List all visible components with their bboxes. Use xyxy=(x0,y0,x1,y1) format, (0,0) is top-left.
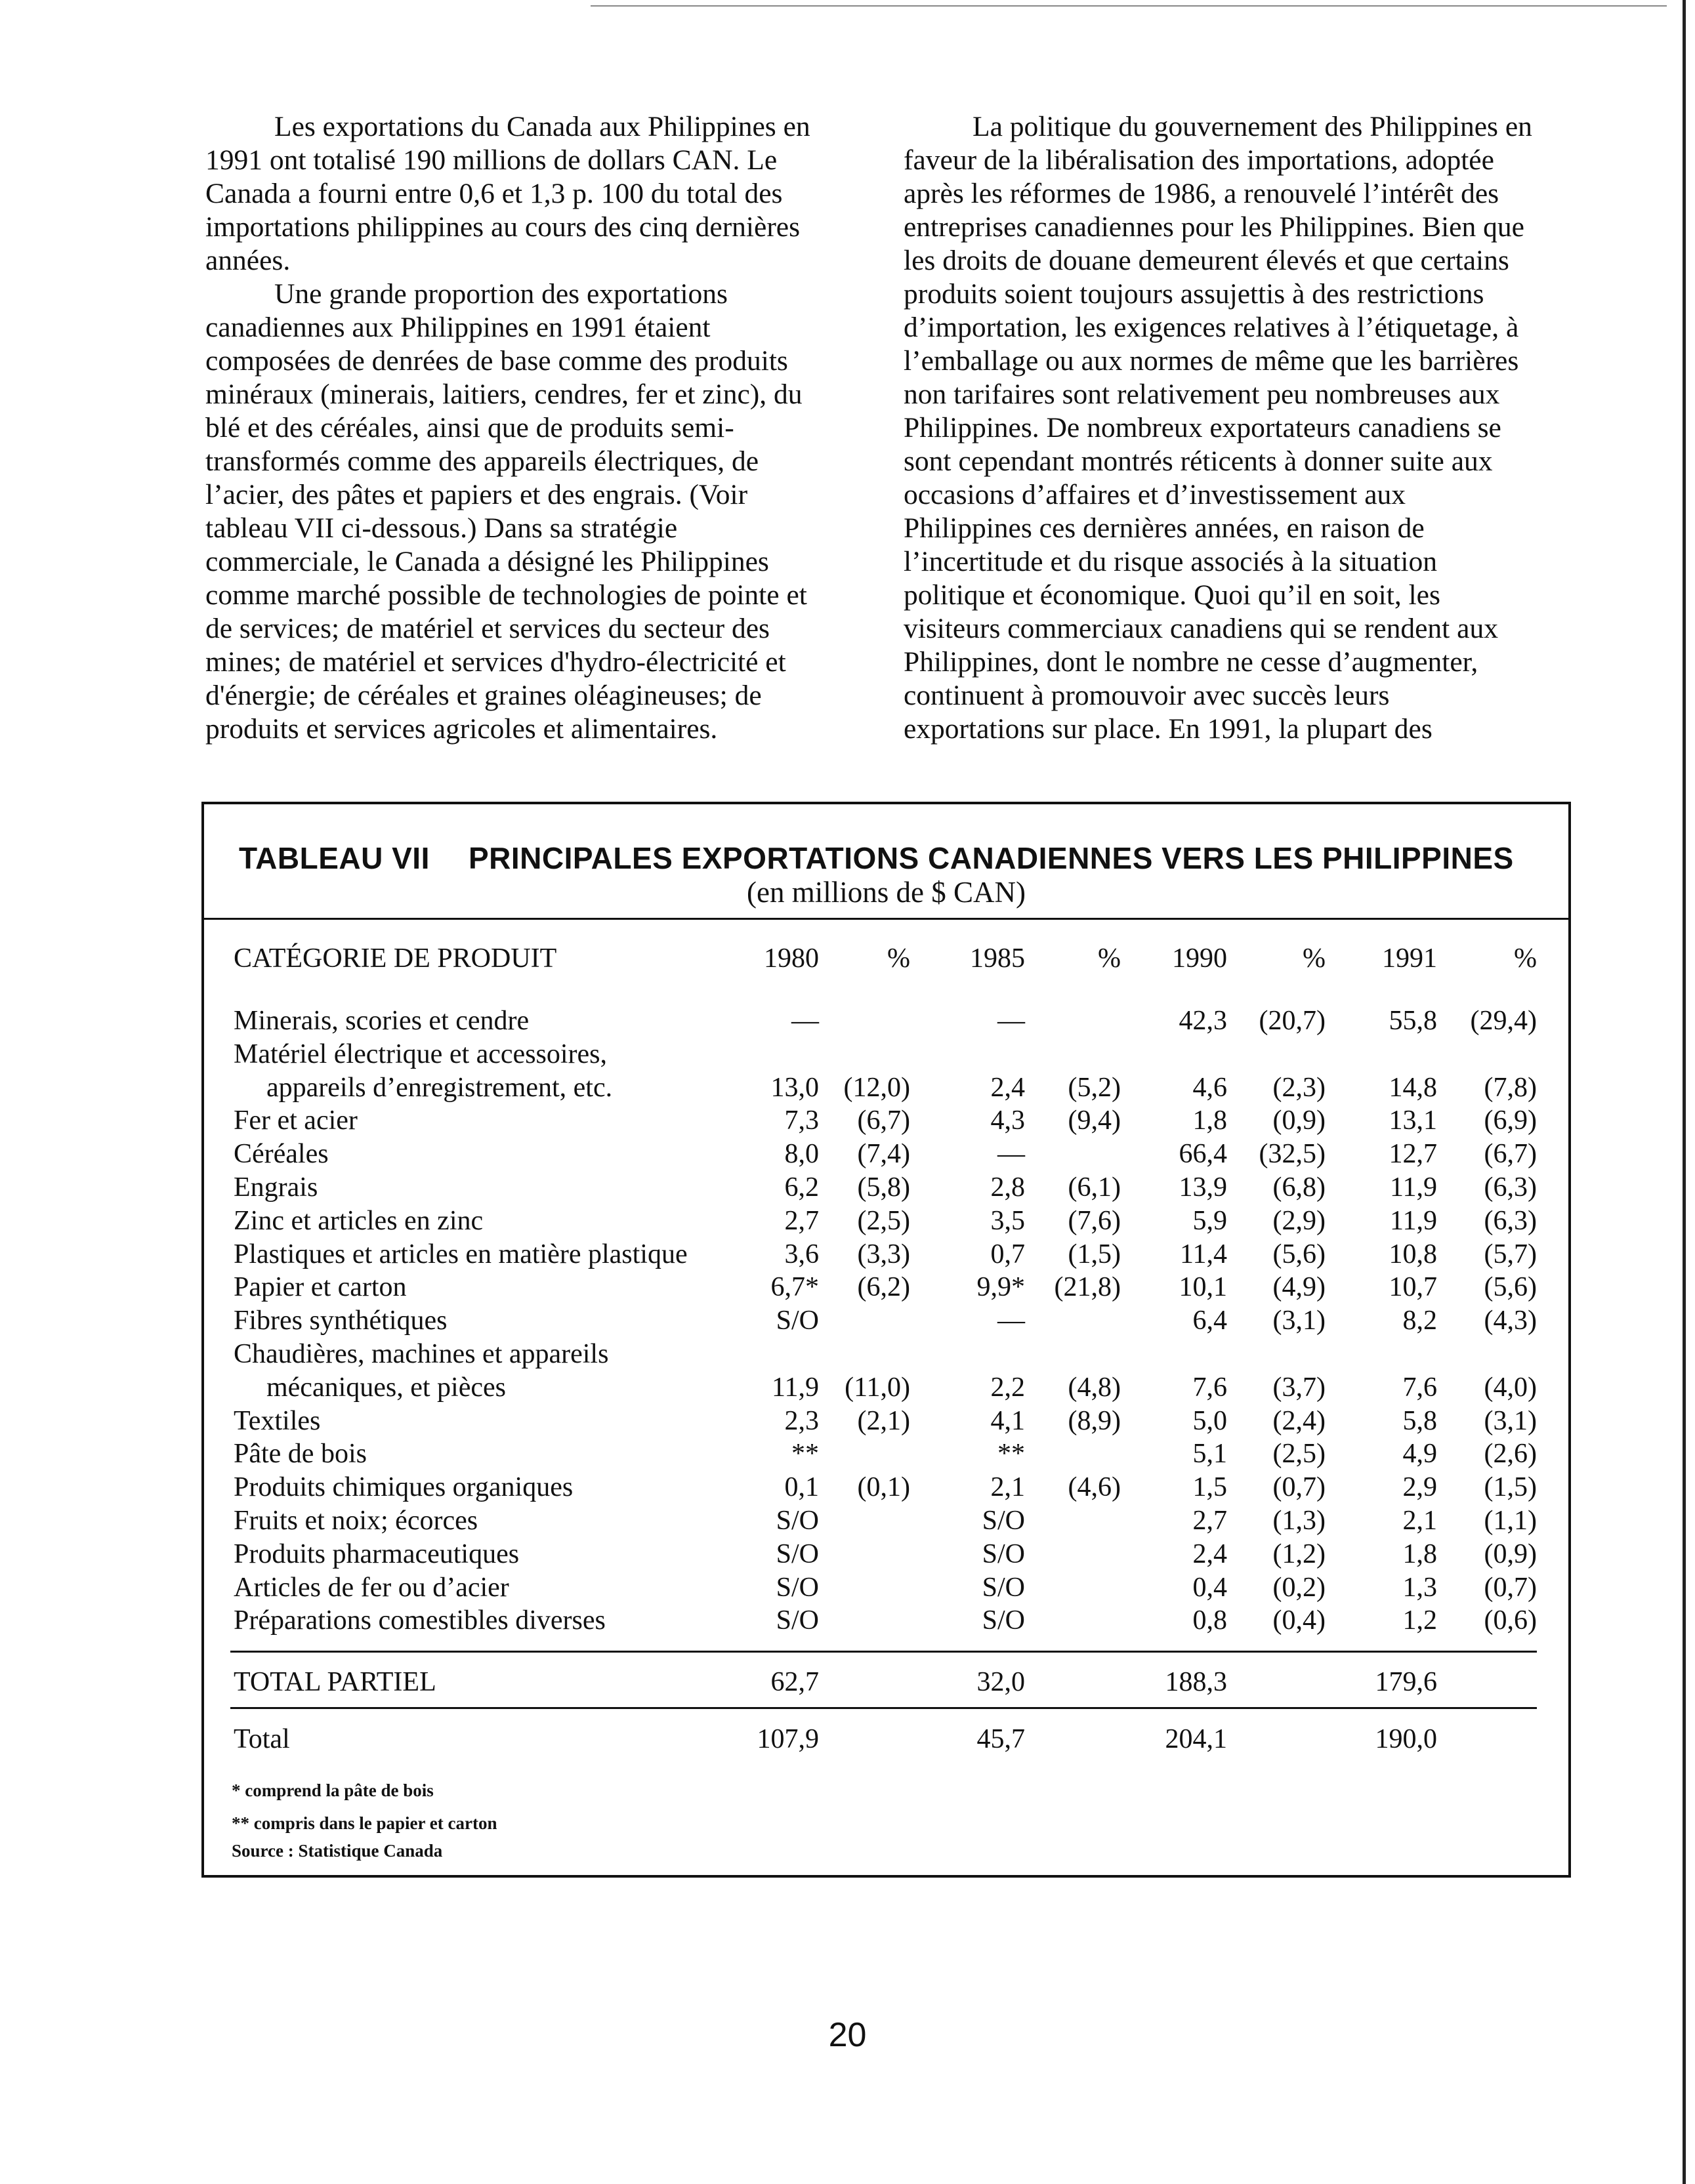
column-header-1980: 1980 xyxy=(764,943,819,974)
row-value: 2,4 xyxy=(990,1073,1025,1103)
page-edge xyxy=(1683,0,1686,2184)
row-value: (6,3) xyxy=(1484,1172,1537,1203)
subtotal-1990: 188,3 xyxy=(1165,1667,1227,1697)
row-value: 11,4 xyxy=(1180,1239,1227,1269)
row-value: 1,2 xyxy=(1402,1605,1437,1636)
row-value: — xyxy=(997,1306,1025,1336)
row-value: (1,1) xyxy=(1484,1506,1537,1536)
row-value: (7,4) xyxy=(857,1139,910,1169)
row-label: mécaniques, et pièces xyxy=(266,1372,506,1403)
row-value: (0,7) xyxy=(1484,1573,1537,1603)
row-value: (2,4) xyxy=(1272,1406,1326,1436)
row-value: 1,8 xyxy=(1192,1105,1227,1136)
row-value: (0,6) xyxy=(1484,1605,1537,1636)
row-value: 6,7* xyxy=(770,1272,819,1302)
row-value: (5,7) xyxy=(1484,1239,1537,1269)
row-value: 42,3 xyxy=(1179,1006,1227,1036)
source-note: Source : Statistique Canada xyxy=(232,1841,443,1861)
row-value: (5,6) xyxy=(1272,1239,1326,1269)
row-value: (3,3) xyxy=(857,1239,910,1269)
total-1985: 45,7 xyxy=(976,1724,1025,1754)
column-header-pct-1991: % xyxy=(1514,943,1537,974)
row-value: 7,6 xyxy=(1402,1372,1437,1403)
row-value: 2,1 xyxy=(1402,1506,1437,1536)
table-title: PRINCIPALES EXPORTATIONS CANADIENNES VERS LES PHILIPPINES xyxy=(469,841,1514,875)
row-value: (0,2) xyxy=(1272,1573,1326,1603)
row-value: (6,8) xyxy=(1272,1172,1326,1203)
row-value: 11,9 xyxy=(772,1372,819,1403)
column-header-category: CATÉGORIE DE PRODUIT xyxy=(234,943,557,974)
total-1980: 107,9 xyxy=(757,1724,819,1754)
subtotal-1980: 62,7 xyxy=(770,1667,819,1697)
right-column xyxy=(904,110,1534,746)
row-value: 13,0 xyxy=(770,1073,819,1103)
row-label: Céréales xyxy=(234,1139,329,1169)
row-value: (0,9) xyxy=(1272,1105,1326,1136)
row-value: S/O xyxy=(776,1605,819,1636)
row-value: 4,1 xyxy=(990,1406,1025,1436)
row-value: 2,4 xyxy=(1192,1539,1227,1569)
row-value: — xyxy=(997,1006,1025,1036)
total-rule xyxy=(230,1707,1537,1709)
row-value: 2,2 xyxy=(990,1372,1025,1403)
row-value: 1,5 xyxy=(1192,1472,1227,1502)
row-label: Matériel électrique et accessoires, xyxy=(234,1039,608,1069)
row-value: 7,3 xyxy=(784,1105,819,1136)
row-value: (7,6) xyxy=(1068,1206,1121,1236)
row-value: S/O xyxy=(982,1573,1025,1603)
left-paragraph-2: Une grande proportion des exportations canadiennes aux Philippines en 1991 étaient composées de denrées de base comme des produits minéraux (minerais, laitiers, cendres, fer et zinc), du blé et des céréales, ainsi que de produits semi-transformés comme des appareils électriques, de l’acier, des pâtes et papiers et des engrais. (Voir tableau VII ci-dessous.) Dans sa stratégie commerciale, le Canada a désigné les Philippines comme marché possible de technologies de pointe et de services; de matériel et services du secteur des mines; de matériel et services d'hydro-électricité et d'énergie; de céréales et graines oléagineuses; de produits et services agricoles et alimentaires. xyxy=(205,278,807,745)
row-value: 5,1 xyxy=(1192,1439,1227,1469)
row-value: (9,4) xyxy=(1068,1105,1121,1136)
row-label: Plastiques et articles en matière plastique xyxy=(234,1239,688,1269)
row-value: 8,2 xyxy=(1402,1306,1437,1336)
row-value: (1,5) xyxy=(1484,1472,1537,1502)
row-value: 5,9 xyxy=(1192,1206,1227,1236)
row-value: 0,4 xyxy=(1192,1573,1227,1603)
row-value: 11,9 xyxy=(1390,1206,1437,1236)
row-value: 6,2 xyxy=(784,1172,819,1203)
row-label: Fruits et noix; écorces xyxy=(234,1506,478,1536)
table-header xyxy=(204,804,1568,920)
row-value: (6,1) xyxy=(1068,1172,1121,1203)
row-value: (4,0) xyxy=(1484,1372,1537,1403)
row-value: 14,8 xyxy=(1389,1073,1437,1103)
row-value: 11,9 xyxy=(1390,1172,1437,1203)
row-label: Chaudières, machines et appareils xyxy=(234,1339,609,1369)
row-label: Fibres synthétiques xyxy=(234,1306,448,1336)
row-value: 0,7 xyxy=(990,1239,1025,1269)
left-column xyxy=(205,110,835,746)
column-header-1991: 1991 xyxy=(1382,943,1437,974)
row-label: Préparations comestibles diverses xyxy=(234,1605,606,1636)
top-rule xyxy=(591,5,1667,7)
row-value: (4,8) xyxy=(1068,1372,1121,1403)
row-value: S/O xyxy=(982,1506,1025,1536)
row-label: appareils d’enregistrement, etc. xyxy=(266,1073,613,1103)
row-label: Articles de fer ou d’acier xyxy=(234,1573,509,1603)
row-label: Papier et carton xyxy=(234,1272,407,1302)
total-1990: 204,1 xyxy=(1165,1724,1227,1754)
row-value: (0,7) xyxy=(1272,1472,1326,1502)
row-label: Minerais, scories et cendre xyxy=(234,1006,530,1036)
row-value: (6,3) xyxy=(1484,1206,1537,1236)
column-header-pct-1990: % xyxy=(1303,943,1326,974)
row-value: (12,0) xyxy=(843,1073,910,1103)
table-code: TABLEAU VII xyxy=(239,841,430,875)
row-value: S/O xyxy=(776,1306,819,1336)
row-label: Produits chimiques organiques xyxy=(234,1472,574,1502)
row-value: 6,4 xyxy=(1192,1306,1227,1336)
row-value: (1,2) xyxy=(1272,1539,1326,1569)
row-value: (4,9) xyxy=(1272,1272,1326,1302)
row-label: Textiles xyxy=(234,1406,321,1436)
row-value: 12,7 xyxy=(1389,1139,1437,1169)
row-value: (6,7) xyxy=(1484,1139,1537,1169)
column-header-1990: 1990 xyxy=(1172,943,1227,974)
row-value: (5,6) xyxy=(1484,1272,1537,1302)
row-value: 2,9 xyxy=(1402,1472,1437,1502)
row-value: 4,3 xyxy=(990,1105,1025,1136)
row-value: 13,1 xyxy=(1389,1105,1437,1136)
row-value: 2,8 xyxy=(990,1172,1025,1203)
total-1991: 190,0 xyxy=(1375,1724,1437,1754)
row-value: 0,1 xyxy=(784,1472,819,1502)
row-value: (3,7) xyxy=(1272,1372,1326,1403)
column-header-pct-1980: % xyxy=(887,943,910,974)
row-value: (4,6) xyxy=(1068,1472,1121,1502)
row-value: 7,6 xyxy=(1192,1372,1227,1403)
right-paragraph-1: La politique du gouvernement des Philippines en faveur de la libéralisation des importations, adoptée après les réformes de 1986, a renouvelé l’intérêt des entreprises canadiennes pour les Philippines. Bien que les droits de douane demeurent élevés et que certains produits soient toujours assujettis à des restrictions d’importation, les exigences relatives à l’étiquetage, à l’emballage ou aux normes de même que les barrières non tarifaires sont relativement peu nombreuses aux Philippines. De nombreux exportateurs canadiens se sont cependant montrés réticents à donner suite aux occasions d’affaires et d’investissement aux Philippines ces dernières années, en raison de l’incertitude et du risque associés à la situation politique et économique. Quoi qu’il en soit, les visiteurs commerciaux canadiens qui se rendent aux Philippines, dont le nombre ne cesse d’augmenter, continuent à promouvoir avec succès leurs exportations sur place. En 1991, la plupart des xyxy=(904,111,1532,745)
row-value: (6,7) xyxy=(857,1105,910,1136)
row-value: 5,0 xyxy=(1192,1406,1227,1436)
row-label: Zinc et articles en zinc xyxy=(234,1206,484,1236)
subtotal-rule xyxy=(230,1651,1537,1653)
row-value: (5,8) xyxy=(857,1172,910,1203)
row-value: (29,4) xyxy=(1470,1006,1537,1036)
subtotal-1991: 179,6 xyxy=(1375,1667,1437,1697)
footnote-double-star: ** compris dans le papier et carton xyxy=(232,1813,497,1833)
row-value: 10,8 xyxy=(1389,1239,1437,1269)
row-value: 2,7 xyxy=(784,1206,819,1236)
row-value: 2,1 xyxy=(990,1472,1025,1502)
row-label: Fer et acier xyxy=(234,1105,358,1136)
row-value: 4,9 xyxy=(1402,1439,1437,1469)
row-value: (0,4) xyxy=(1272,1605,1326,1636)
row-value: (6,2) xyxy=(857,1272,910,1302)
row-value: S/O xyxy=(982,1539,1025,1569)
row-value: 10,1 xyxy=(1179,1272,1227,1302)
row-value: (1,3) xyxy=(1272,1506,1326,1536)
row-value: (5,2) xyxy=(1068,1073,1121,1103)
row-value: (7,8) xyxy=(1484,1073,1537,1103)
left-paragraph-1: Les exportations du Canada aux Philippines en 1991 ont totalisé 190 millions de dollars CAN. Le Canada a fourni entre 0,6 et 1,3 p. 100 du total des importations philippines au cours des cinq dernières années. xyxy=(205,111,810,276)
row-value: (4,3) xyxy=(1484,1306,1537,1336)
row-value: (3,1) xyxy=(1272,1306,1326,1336)
row-value: 8,0 xyxy=(784,1139,819,1169)
row-value: 1,3 xyxy=(1402,1573,1437,1603)
column-header-1985: 1985 xyxy=(970,943,1025,974)
row-value: 1,8 xyxy=(1402,1539,1437,1569)
row-value: 9,9* xyxy=(976,1272,1025,1302)
row-label: Pâte de bois xyxy=(234,1439,367,1469)
row-value: (21,8) xyxy=(1054,1272,1121,1302)
page-number: 20 xyxy=(828,2016,867,2054)
column-header-pct-1985: % xyxy=(1098,943,1121,974)
subtotal-1985: 32,0 xyxy=(976,1667,1025,1697)
table-subtitle: (en millions de $ CAN) xyxy=(747,876,1026,909)
row-value: — xyxy=(997,1139,1025,1169)
row-value: (8,9) xyxy=(1068,1406,1121,1436)
row-value: (2,3) xyxy=(1272,1073,1326,1103)
footnote-star: * comprend la pâte de bois xyxy=(232,1781,434,1800)
row-value: 2,7 xyxy=(1192,1506,1227,1536)
row-value: 13,9 xyxy=(1179,1172,1227,1203)
row-value: (32,5) xyxy=(1259,1139,1326,1169)
exports-table xyxy=(201,802,1571,1878)
row-value: S/O xyxy=(776,1539,819,1569)
row-value: ** xyxy=(997,1439,1025,1469)
row-label: Produits pharmaceutiques xyxy=(234,1539,520,1569)
row-value: (2,1) xyxy=(857,1406,910,1436)
row-value: (0,1) xyxy=(857,1472,910,1502)
row-value: 4,6 xyxy=(1192,1073,1227,1103)
row-value: S/O xyxy=(776,1573,819,1603)
row-value: (3,1) xyxy=(1484,1406,1537,1436)
total-label: Total xyxy=(234,1724,290,1754)
row-value: S/O xyxy=(982,1605,1025,1636)
row-value: (2,5) xyxy=(1272,1439,1326,1469)
row-value: (11,0) xyxy=(845,1372,910,1403)
row-label: Engrais xyxy=(234,1172,318,1203)
row-value: 10,7 xyxy=(1389,1272,1437,1302)
row-value: 3,5 xyxy=(990,1206,1025,1236)
row-value: — xyxy=(791,1006,819,1036)
row-value: 55,8 xyxy=(1389,1006,1437,1036)
row-value: (20,7) xyxy=(1259,1006,1326,1036)
row-value: 2,3 xyxy=(784,1406,819,1436)
row-value: (2,9) xyxy=(1272,1206,1326,1236)
row-value: 66,4 xyxy=(1179,1139,1227,1169)
row-value: (1,5) xyxy=(1068,1239,1121,1269)
row-value: ** xyxy=(791,1439,819,1469)
row-value: 5,8 xyxy=(1402,1406,1437,1436)
row-value: (2,5) xyxy=(857,1206,910,1236)
row-value: 0,8 xyxy=(1192,1605,1227,1636)
row-value: (6,9) xyxy=(1484,1105,1537,1136)
row-value: 3,6 xyxy=(784,1239,819,1269)
row-value: S/O xyxy=(776,1506,819,1536)
subtotal-label: TOTAL PARTIEL xyxy=(234,1667,436,1697)
row-value: (0,9) xyxy=(1484,1539,1537,1569)
row-value: (2,6) xyxy=(1484,1439,1537,1469)
